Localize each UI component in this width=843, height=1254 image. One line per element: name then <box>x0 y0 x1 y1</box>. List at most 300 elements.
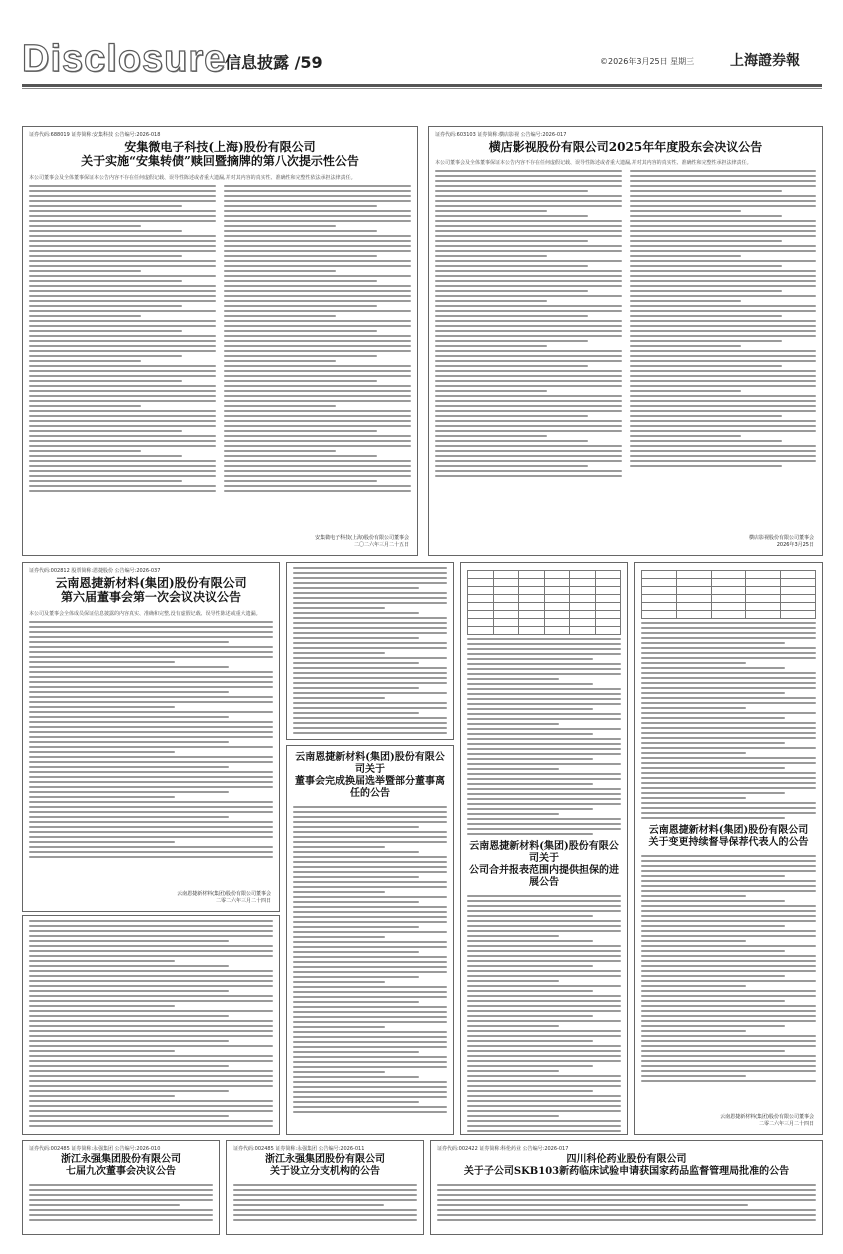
text-line <box>641 985 746 987</box>
text-line <box>630 465 783 467</box>
text-line <box>29 360 141 362</box>
text-line <box>467 1110 621 1112</box>
text-line <box>641 890 816 892</box>
text-line <box>29 796 175 798</box>
text-line <box>641 807 816 809</box>
notice-body <box>467 638 621 835</box>
table-row <box>468 587 621 595</box>
text-line <box>467 1030 621 1032</box>
text-line <box>29 385 216 387</box>
text-line <box>641 940 746 942</box>
text-line <box>293 1026 385 1028</box>
table-cell <box>468 611 494 619</box>
table-cell <box>711 579 746 587</box>
text-line <box>29 295 216 297</box>
text-line <box>29 310 216 312</box>
text-line <box>435 215 588 217</box>
text-line <box>641 905 816 907</box>
text-line <box>224 255 377 257</box>
text-line <box>29 455 182 457</box>
table-cell <box>570 579 596 587</box>
text-line <box>467 783 593 785</box>
text-line <box>29 706 175 708</box>
text-line <box>224 330 377 332</box>
text-line <box>435 170 622 172</box>
text-line <box>467 638 621 640</box>
text-line <box>641 672 816 674</box>
table-cell <box>676 579 711 587</box>
text-line <box>435 330 622 332</box>
text-line <box>435 340 588 342</box>
text-line <box>435 255 547 257</box>
text-line <box>29 1055 273 1057</box>
text-line <box>467 828 621 830</box>
text-line <box>29 425 216 427</box>
notice-title-line1: 云南恩捷新材料(集团)股份有限公司关于 <box>295 752 445 775</box>
text-line <box>293 627 447 629</box>
text-line <box>630 300 742 302</box>
table-cell <box>544 571 570 579</box>
text-line <box>467 1075 621 1077</box>
notice-title-line1: 四川科伦药业股份有限公司 <box>566 1154 687 1165</box>
text-line <box>29 691 229 693</box>
text-line <box>29 1214 213 1216</box>
text-line <box>630 245 817 247</box>
text-line <box>435 345 547 347</box>
text-line <box>641 802 816 804</box>
text-line <box>467 788 621 790</box>
table-cell <box>642 603 677 611</box>
text-line <box>435 225 622 227</box>
text-line <box>293 1061 447 1063</box>
text-line <box>467 733 593 735</box>
notice-body <box>641 622 816 819</box>
text-line <box>467 653 621 655</box>
text-line <box>29 756 273 758</box>
text-line <box>29 480 182 482</box>
notice-yongqiang-board <box>22 1140 220 1235</box>
text-line <box>641 762 816 764</box>
text-line <box>29 940 229 942</box>
text-line <box>630 380 817 382</box>
text-line <box>29 345 216 347</box>
text-line <box>29 751 175 753</box>
text-line <box>435 290 588 292</box>
text-line <box>29 270 141 272</box>
text-line <box>29 1199 213 1201</box>
notice-title <box>29 140 411 169</box>
text-line <box>435 185 622 187</box>
text-line <box>467 1095 621 1097</box>
notice-title-line1: 云南恩捷新材料(集团)股份有限公司 <box>55 576 247 590</box>
text-line <box>293 996 447 998</box>
table-row <box>468 595 621 603</box>
text-line <box>29 435 216 437</box>
notice-signature: 云南恩捷新材料(集团)股份有限公司董事会 二零二六年三月二十四日 <box>720 1114 814 1127</box>
text-line <box>293 687 419 689</box>
text-line <box>29 801 273 803</box>
text-line <box>224 425 411 427</box>
text-line <box>293 702 447 704</box>
table-cell <box>642 595 677 603</box>
text-line <box>224 310 411 312</box>
text-line <box>467 1050 621 1052</box>
text-line <box>435 440 588 442</box>
text-line <box>29 701 273 703</box>
text-line <box>641 737 816 739</box>
text-line <box>293 946 447 948</box>
table-cell <box>642 571 677 579</box>
text-line <box>467 915 593 917</box>
text-line <box>293 1046 447 1048</box>
text-line <box>233 1219 417 1221</box>
table-cell <box>570 595 596 603</box>
text-line <box>224 350 411 352</box>
text-line <box>293 846 385 848</box>
notice-tags: 证券代码:002485 证券简称:永强集团 公告编号:2026-011 <box>233 1146 365 1152</box>
text-line <box>29 195 216 197</box>
text-line <box>641 1015 816 1017</box>
text-line <box>29 811 273 813</box>
text-line <box>293 976 419 978</box>
text-line <box>467 1025 559 1027</box>
text-line <box>29 791 229 793</box>
text-line <box>630 400 817 402</box>
text-line <box>641 970 816 972</box>
text-line <box>435 235 622 237</box>
text-line <box>29 1209 213 1211</box>
text-line <box>641 930 816 932</box>
text-line <box>29 475 216 477</box>
table-cell <box>468 595 494 603</box>
text-line <box>224 285 411 287</box>
text-line <box>467 758 593 760</box>
text-line <box>435 190 588 192</box>
table-cell <box>781 595 816 603</box>
text-line <box>224 325 411 327</box>
text-line <box>293 607 385 609</box>
text-line <box>641 707 746 709</box>
text-line <box>293 921 447 923</box>
table-row <box>468 579 621 587</box>
text-line <box>224 480 377 482</box>
table-cell <box>493 603 519 611</box>
text-line <box>224 450 336 452</box>
text-line <box>29 925 273 927</box>
text-line <box>467 980 559 982</box>
text-line <box>29 786 273 788</box>
text-line <box>630 235 817 237</box>
text-line <box>435 300 547 302</box>
text-line <box>467 1040 593 1042</box>
text-line <box>29 1070 273 1072</box>
text-line <box>29 836 273 838</box>
text-line <box>641 895 746 897</box>
text-line <box>435 395 622 397</box>
text-line <box>641 652 816 654</box>
text-line <box>435 265 588 267</box>
text-line <box>641 1065 816 1067</box>
disclosure-wordmark: Disclosure <box>22 38 227 80</box>
text-line <box>435 200 622 202</box>
text-line <box>435 435 547 437</box>
text-line <box>641 677 816 679</box>
text-line <box>29 1040 229 1042</box>
text-line <box>29 485 216 487</box>
text-line <box>29 776 273 778</box>
text-line <box>293 697 385 699</box>
table-cell <box>781 587 816 595</box>
text-line <box>224 200 411 202</box>
text-line <box>29 721 273 723</box>
text-line <box>293 1006 447 1008</box>
text-line <box>224 190 411 192</box>
text-line <box>29 930 273 932</box>
text-line <box>29 736 273 738</box>
text-line <box>293 1091 447 1093</box>
text-line <box>293 582 447 584</box>
text-line <box>435 380 622 382</box>
notice-kelun <box>430 1140 823 1235</box>
text-line <box>29 980 273 982</box>
text-line <box>293 936 385 938</box>
text-line <box>435 180 622 182</box>
text-line <box>224 375 411 377</box>
text-line <box>29 781 273 783</box>
table-cell <box>711 587 746 595</box>
text-line <box>641 627 816 629</box>
text-line <box>293 866 447 868</box>
notice-anji <box>22 126 418 556</box>
text-line <box>29 1015 229 1017</box>
table-cell <box>711 571 746 579</box>
notice-title-line1: 浙江永强集团股份有限公司 <box>265 1154 385 1165</box>
text-line <box>630 195 817 197</box>
text-line <box>29 1035 273 1037</box>
notice-tags: 证券代码:002812 股票简称:恩捷股份 公告编号:2026-037 <box>29 568 161 574</box>
text-line <box>29 375 216 377</box>
text-line <box>293 806 447 808</box>
text-line <box>29 821 273 823</box>
table-cell <box>544 611 570 619</box>
table-cell <box>468 619 494 627</box>
text-line <box>293 732 447 734</box>
text-line <box>630 350 817 352</box>
text-line <box>293 1021 447 1023</box>
text-line <box>293 1051 419 1053</box>
text-line <box>630 405 817 407</box>
text-line <box>29 851 273 853</box>
text-line <box>29 185 216 187</box>
text-line <box>467 798 621 800</box>
text-line <box>293 1076 419 1078</box>
text-line <box>29 190 216 192</box>
text-line <box>29 1184 213 1186</box>
notice-lead: 本公司及董事会全体成员保证信息披露的内容真实、准确和完整,没有虚假记载、误导性陈述或重大遗漏。 <box>29 610 261 617</box>
text-line <box>467 1085 621 1087</box>
text-line <box>293 1056 447 1058</box>
text-line <box>630 180 817 182</box>
table-cell <box>544 579 570 587</box>
table-cell <box>493 619 519 627</box>
table-cell <box>642 579 677 587</box>
text-line <box>293 1016 447 1018</box>
text-line <box>437 1219 816 1221</box>
text-line <box>437 1184 816 1186</box>
text-line <box>29 990 229 992</box>
text-line <box>29 365 216 367</box>
text-line <box>29 300 216 302</box>
text-line <box>29 370 216 372</box>
text-line <box>293 1031 447 1033</box>
text-line <box>641 1055 816 1057</box>
text-line <box>467 793 621 795</box>
notice-title <box>233 1154 417 1178</box>
text-line <box>29 290 216 292</box>
text-line <box>630 295 817 297</box>
text-line <box>224 420 411 422</box>
text-line <box>641 885 816 887</box>
text-line <box>224 435 411 437</box>
text-line <box>293 597 447 599</box>
text-line <box>29 215 216 217</box>
text-line <box>293 821 447 823</box>
text-line <box>467 748 621 750</box>
text-line <box>293 851 419 853</box>
text-line <box>641 1045 816 1047</box>
text-line <box>467 708 593 710</box>
table-cell <box>570 603 596 611</box>
text-line <box>467 1080 621 1082</box>
text-line <box>467 643 621 645</box>
text-line <box>293 717 447 719</box>
text-line <box>641 712 816 714</box>
notice-body <box>293 567 447 734</box>
text-line <box>630 315 783 317</box>
text-line <box>641 1060 816 1062</box>
text-line <box>641 960 816 962</box>
text-line <box>630 345 742 347</box>
text-line <box>641 1080 816 1082</box>
notice-signature: 云南恩捷新材料(集团)股份有限公司董事会 二零二六年三月二十四日 <box>177 891 271 904</box>
text-line <box>467 803 621 805</box>
text-line <box>641 692 785 694</box>
notice-title-line1: 安集微电子科技(上海)股份有限公司 <box>124 140 316 154</box>
notice-title-line1: 浙江永强集团股份有限公司 <box>61 1154 181 1165</box>
text-line <box>29 826 273 828</box>
text-line <box>435 350 622 352</box>
text-line <box>29 806 273 808</box>
text-line <box>29 1100 273 1102</box>
table-cell <box>519 627 545 635</box>
text-line <box>630 415 783 417</box>
text-line <box>641 870 816 872</box>
text-line <box>641 915 816 917</box>
sponsor-table <box>641 570 816 619</box>
text-line <box>467 658 593 660</box>
text-line <box>641 1050 785 1052</box>
header-rule-thin <box>22 88 822 89</box>
text-line <box>29 766 229 768</box>
text-line <box>29 1075 273 1077</box>
table-cell <box>781 571 816 579</box>
text-line <box>293 891 385 893</box>
table-cell <box>595 595 621 603</box>
text-line <box>435 420 622 422</box>
table-cell <box>570 611 596 619</box>
text-line <box>467 713 621 715</box>
text-line <box>630 305 817 307</box>
text-line <box>467 768 559 770</box>
table-cell <box>519 595 545 603</box>
text-line <box>467 698 621 700</box>
text-line <box>293 871 447 873</box>
text-line <box>641 1020 816 1022</box>
text-line <box>641 662 746 664</box>
table-cell <box>544 595 570 603</box>
text-line <box>29 975 273 977</box>
notice-title <box>641 825 816 849</box>
text-line <box>641 622 816 624</box>
text-line <box>630 435 742 437</box>
text-line <box>293 971 447 973</box>
text-line <box>29 380 182 382</box>
text-line <box>29 950 273 952</box>
text-line <box>641 920 816 922</box>
text-line <box>29 280 182 282</box>
text-line <box>641 647 816 649</box>
text-line <box>630 330 817 332</box>
notice-title-line2: 第六届董事会第一次会议决议公告 <box>60 590 241 605</box>
text-line <box>224 185 411 187</box>
text-line <box>29 275 216 277</box>
table-cell <box>746 579 781 587</box>
text-line <box>29 1204 180 1206</box>
text-line <box>467 955 621 957</box>
text-line <box>641 747 816 749</box>
table-row <box>642 595 816 603</box>
text-line <box>435 355 622 357</box>
text-line <box>293 1111 447 1113</box>
text-line <box>435 470 622 472</box>
table-cell <box>676 603 711 611</box>
table-cell <box>544 587 570 595</box>
text-line <box>224 490 411 492</box>
text-line <box>29 1090 229 1092</box>
text-line <box>467 920 621 922</box>
text-line <box>641 990 816 992</box>
text-line <box>29 470 216 472</box>
text-line <box>630 395 817 397</box>
text-line <box>29 1110 273 1112</box>
text-line <box>641 1010 816 1012</box>
text-line <box>29 1010 273 1012</box>
text-line <box>467 1045 621 1047</box>
text-line <box>467 935 559 937</box>
text-line <box>29 225 141 227</box>
text-line <box>630 385 817 387</box>
text-line <box>224 455 377 457</box>
text-line <box>630 250 817 252</box>
text-line <box>467 703 621 705</box>
text-line <box>630 430 817 432</box>
text-line <box>224 235 411 237</box>
notice-title-line2: 公司合并报表范围内提供担保的进展公告 <box>469 865 619 888</box>
text-line <box>29 1065 229 1067</box>
notice-tags: 证券代码:603103 证券简称:横店影视 公告编号:2026-017 <box>435 132 567 138</box>
text-line <box>293 876 419 878</box>
text-line <box>293 722 447 724</box>
